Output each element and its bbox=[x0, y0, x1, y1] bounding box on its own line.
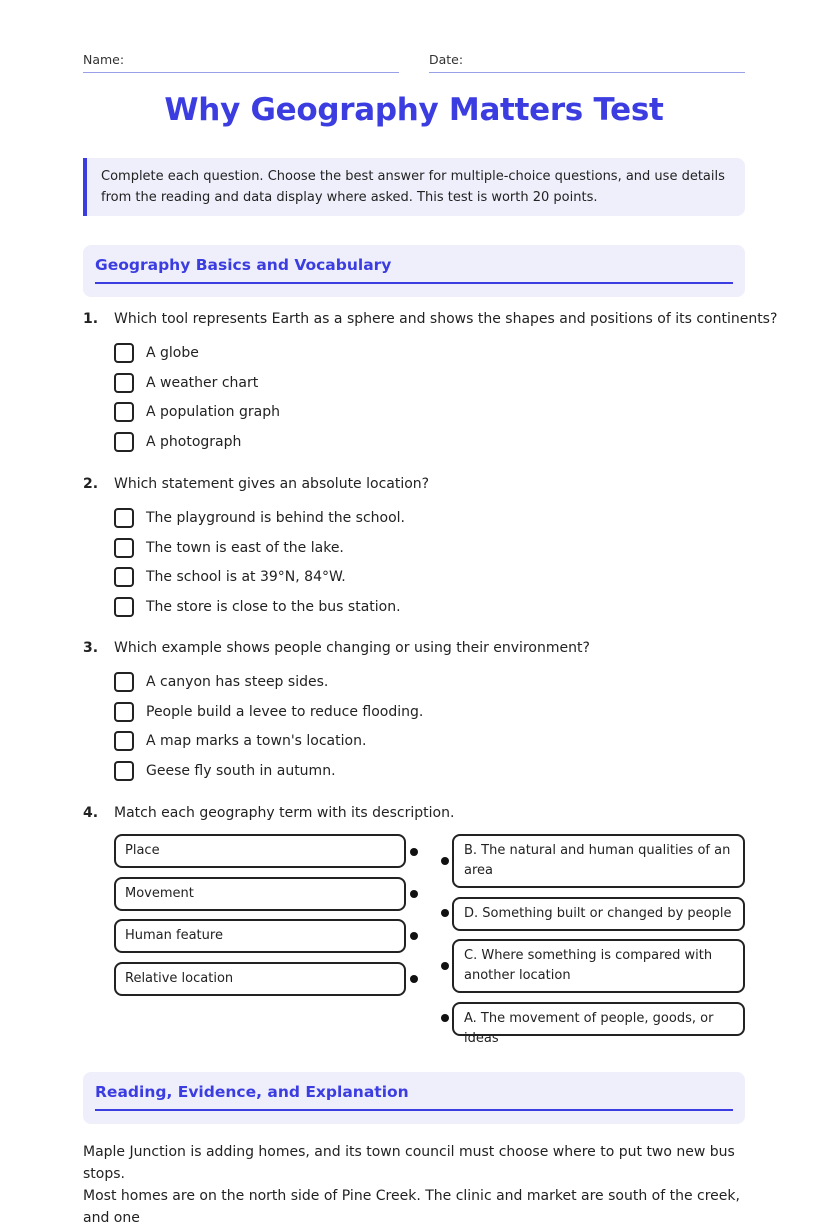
section-title: Reading, Evidence, and Explanation bbox=[95, 1072, 733, 1111]
option-text: A population graph bbox=[146, 404, 280, 420]
option-text: A photograph bbox=[146, 434, 242, 450]
question-number: 3. bbox=[83, 640, 99, 656]
reading-passage bbox=[83, 1141, 745, 1229]
date-field[interactable] bbox=[429, 52, 745, 73]
option-text: A canyon has steep sides. bbox=[146, 674, 329, 690]
question-text: Match each geography term with its description. bbox=[114, 805, 455, 821]
option-text: Geese fly south in autumn. bbox=[146, 763, 336, 779]
match-dot-right[interactable] bbox=[441, 909, 449, 917]
match-dot-right[interactable] bbox=[441, 1014, 449, 1022]
match-description[interactable]: D. Something built or changed by people bbox=[452, 897, 745, 931]
checkbox[interactable] bbox=[114, 597, 134, 617]
checkbox[interactable] bbox=[114, 672, 134, 692]
match-term[interactable]: Place bbox=[114, 834, 406, 868]
match-term[interactable]: Movement bbox=[114, 877, 406, 911]
option-text: A weather chart bbox=[146, 375, 259, 391]
option-text: The playground is behind the school. bbox=[146, 510, 405, 526]
name-field[interactable] bbox=[83, 52, 399, 73]
checkbox[interactable] bbox=[114, 538, 134, 558]
match-term[interactable]: Relative location bbox=[114, 962, 406, 996]
option-text: People build a levee to reduce flooding. bbox=[146, 704, 424, 720]
question-text: Which statement gives an absolute location? bbox=[114, 476, 430, 492]
option-text: The school is at 39°N, 84°W. bbox=[146, 569, 346, 585]
option-text: A globe bbox=[146, 345, 199, 361]
section-header-basics bbox=[83, 245, 745, 297]
match-dot-right[interactable] bbox=[441, 962, 449, 970]
question-number: 4. bbox=[83, 805, 99, 821]
reading-line: Maple Junction is adding homes, and its town council must choose where to put two new bus stops. bbox=[83, 1144, 735, 1182]
checkbox[interactable] bbox=[114, 761, 134, 781]
match-description[interactable]: B. The natural and human qualities of an area bbox=[452, 834, 745, 888]
match-dot-left[interactable] bbox=[410, 975, 418, 983]
checkbox[interactable] bbox=[114, 702, 134, 722]
option-text: The store is close to the bus station. bbox=[146, 599, 401, 615]
match-description[interactable]: A. The movement of people, goods, or ideas bbox=[452, 1002, 745, 1036]
match-dot-left[interactable] bbox=[410, 932, 418, 940]
option-text: A map marks a town's location. bbox=[146, 733, 367, 749]
match-description[interactable]: C. Where something is compared with another location bbox=[452, 939, 745, 993]
instructions-box: Complete each question. Choose the best answer for multiple-choice questions, and use details from the reading and data display where asked. This test is worth 20 points. bbox=[83, 158, 745, 216]
checkbox[interactable] bbox=[114, 402, 134, 422]
question-number: 2. bbox=[83, 476, 99, 492]
date-label: Date: bbox=[429, 52, 464, 67]
checkbox[interactable] bbox=[114, 508, 134, 528]
checkbox[interactable] bbox=[114, 373, 134, 393]
checkbox[interactable] bbox=[114, 343, 134, 363]
question-number: 1. bbox=[83, 311, 99, 327]
match-term[interactable]: Human feature bbox=[114, 919, 406, 953]
match-dot-left[interactable] bbox=[410, 848, 418, 856]
reading-line: Most homes are on the north side of Pine Creek. The clinic and market are south of the creek, and one bbox=[83, 1188, 740, 1226]
question-text: Which tool represents Earth as a sphere and shows the shapes and positions of its continents? bbox=[114, 311, 778, 327]
section-title: Geography Basics and Vocabulary bbox=[95, 245, 733, 284]
name-label: Name: bbox=[83, 52, 125, 67]
checkbox[interactable] bbox=[114, 567, 134, 587]
page-title: Why Geography Matters Test bbox=[164, 92, 664, 128]
checkbox[interactable] bbox=[114, 432, 134, 452]
name-date-row bbox=[83, 52, 745, 74]
match-dot-right[interactable] bbox=[441, 857, 449, 865]
section-header-reading bbox=[83, 1072, 745, 1124]
checkbox[interactable] bbox=[114, 731, 134, 751]
match-dot-left[interactable] bbox=[410, 890, 418, 898]
question-text: Which example shows people changing or using their environment? bbox=[114, 640, 590, 656]
option-text: The town is east of the lake. bbox=[146, 540, 344, 556]
